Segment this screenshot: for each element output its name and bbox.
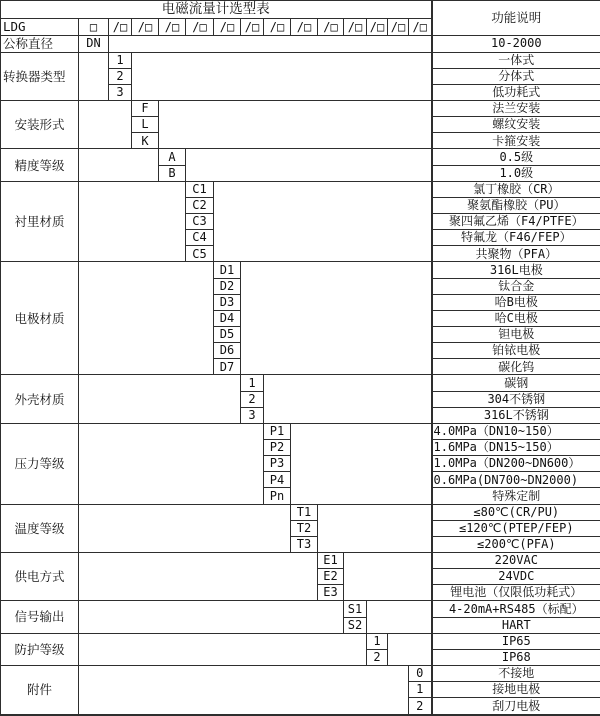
- code-cell: C2: [186, 197, 214, 213]
- function-cell: 304不锈钢: [432, 391, 600, 407]
- function-cell: 螺纹安装: [432, 117, 600, 133]
- code-cell: T3: [291, 536, 318, 552]
- function-cell: 聚氨酯橡胶（PU）: [432, 197, 600, 213]
- function-cell: 碳钢: [432, 375, 600, 391]
- function-cell: 4-20mA+RS485（标配）: [432, 601, 600, 617]
- spacer-cell: [214, 181, 432, 262]
- model-slot: /□: [318, 19, 344, 36]
- spacer-cell: [344, 552, 432, 600]
- category-label: 外壳材质: [1, 375, 79, 423]
- spacer-cell: [79, 101, 132, 149]
- function-cell: 分体式: [432, 68, 600, 84]
- function-cell: 特殊定制: [432, 488, 600, 504]
- function-cell: HART: [432, 617, 600, 633]
- code-cell: B: [159, 165, 186, 181]
- function-cell: 氯丁橡胶（CR）: [432, 181, 600, 197]
- function-cell: 1.0MPa（DN200~DN600）: [432, 456, 600, 472]
- code-cell: T1: [291, 504, 318, 520]
- code-cell: D2: [214, 278, 241, 294]
- code-cell: 0: [409, 665, 432, 681]
- code-cell: S1: [344, 601, 367, 617]
- model-slot: /□: [409, 19, 432, 36]
- code-cell: 1: [241, 375, 264, 391]
- code-cell: D1: [214, 262, 241, 278]
- code-cell: Pn: [264, 488, 291, 504]
- spacer-cell: [79, 504, 291, 552]
- code-cell: 1: [109, 52, 132, 68]
- code-cell: D6: [214, 343, 241, 359]
- category-label: 附件: [1, 665, 79, 715]
- model-slot: /□: [186, 19, 214, 36]
- page-title: 电磁流量计选型表: [1, 1, 432, 19]
- spacer-cell: [388, 633, 432, 665]
- function-cell: 法兰安装: [432, 101, 600, 117]
- function-cell: 4.0MPa（DN10~150）: [432, 423, 600, 439]
- code-cell: C3: [186, 213, 214, 229]
- function-column-header: 功能说明: [432, 1, 600, 36]
- model-slot: /□: [132, 19, 159, 36]
- model-prefix: LDG: [1, 19, 79, 36]
- code-cell: K: [132, 133, 159, 149]
- code-cell: P4: [264, 472, 291, 488]
- spacer-cell: [79, 149, 159, 181]
- function-cell: 220VAC: [432, 552, 600, 568]
- spacer-cell: [367, 601, 432, 633]
- function-cell: 刮刀电极: [432, 698, 600, 715]
- function-cell: 316L电极: [432, 262, 600, 278]
- code-cell: 2: [109, 68, 132, 84]
- spacer-cell: [79, 423, 264, 504]
- spacer-cell: [159, 101, 432, 149]
- function-cell: 哈C电极: [432, 310, 600, 326]
- code-cell: 2: [409, 698, 432, 715]
- spacer-cell: [186, 149, 432, 181]
- model-slot: /□: [214, 19, 241, 36]
- model-slot: /□: [109, 19, 132, 36]
- function-cell: 24VDC: [432, 569, 600, 585]
- category-label: 安装形式: [1, 101, 79, 149]
- category-label: 电极材质: [1, 262, 79, 375]
- code-cell: D7: [214, 359, 241, 375]
- spacer-cell: [79, 633, 367, 665]
- code-cell: 1: [367, 633, 388, 649]
- category-label: 防护等级: [1, 633, 79, 665]
- category-label: 公称直径: [1, 35, 79, 52]
- function-cell: 碳化钨: [432, 359, 600, 375]
- function-cell: 卡箍安装: [432, 133, 600, 149]
- code-cell: T2: [291, 520, 318, 536]
- category-label: 温度等级: [1, 504, 79, 552]
- model-slot: /□: [344, 19, 367, 36]
- code-cell: 2: [367, 649, 388, 665]
- model-slot: /□: [159, 19, 186, 36]
- function-cell: 0.6MPa(DN700~DN2000): [432, 472, 600, 488]
- function-cell: ≤120℃(PTEP/FEP): [432, 520, 600, 536]
- category-label: 压力等级: [1, 423, 79, 504]
- function-cell: 10-2000: [432, 35, 600, 52]
- spacer-cell: [291, 423, 432, 504]
- function-cell: 共聚物（PFA）: [432, 246, 600, 262]
- code-cell: S2: [344, 617, 367, 633]
- function-cell: IP68: [432, 649, 600, 665]
- function-cell: 哈B电极: [432, 294, 600, 310]
- category-label: 信号输出: [1, 601, 79, 633]
- function-cell: 钽电极: [432, 326, 600, 342]
- function-cell: 钛合金: [432, 278, 600, 294]
- spacer-cell: [109, 35, 432, 52]
- code-cell: DN: [79, 35, 109, 52]
- spacer-cell: [132, 52, 432, 100]
- code-cell: D5: [214, 326, 241, 342]
- model-slot: /□: [367, 19, 388, 36]
- code-cell: P1: [264, 423, 291, 439]
- function-cell: 低功耗式: [432, 84, 600, 100]
- code-cell: F: [132, 101, 159, 117]
- function-cell: 0.5级: [432, 149, 600, 165]
- code-cell: D4: [214, 310, 241, 326]
- spacer-cell: [241, 262, 432, 375]
- spacer-cell: [264, 375, 432, 423]
- function-cell: 铂铱电极: [432, 343, 600, 359]
- model-slot-first: □: [79, 19, 109, 36]
- code-cell: D3: [214, 294, 241, 310]
- code-cell: E2: [318, 569, 344, 585]
- function-cell: 一体式: [432, 52, 600, 68]
- function-cell: 聚四氟乙烯（F4/PTFE）: [432, 213, 600, 229]
- function-cell: 锂电池（仅限低功耗式）: [432, 585, 600, 601]
- function-cell: 316L不锈钢: [432, 407, 600, 423]
- spacer-cell: [79, 52, 109, 100]
- code-cell: C1: [186, 181, 214, 197]
- function-cell: IP65: [432, 633, 600, 649]
- model-slot: /□: [291, 19, 318, 36]
- code-cell: A: [159, 149, 186, 165]
- function-cell: ≤200℃(PFA): [432, 536, 600, 552]
- code-cell: 1: [409, 682, 432, 698]
- model-slot: /□: [264, 19, 291, 36]
- function-cell: 接地电极: [432, 682, 600, 698]
- category-label: 精度等级: [1, 149, 79, 181]
- category-label: 转换器类型: [1, 52, 79, 100]
- category-label: 衬里材质: [1, 181, 79, 262]
- function-cell: 特氟龙（F46/FEP）: [432, 230, 600, 246]
- function-cell: 1.6MPa（DN15~150）: [432, 439, 600, 455]
- model-slot: /□: [388, 19, 409, 36]
- spacer-cell: [79, 375, 241, 423]
- spacer-cell: [79, 262, 214, 375]
- code-cell: P2: [264, 439, 291, 455]
- category-label: 供电方式: [1, 552, 79, 600]
- code-cell: 3: [241, 407, 264, 423]
- code-cell: 2: [241, 391, 264, 407]
- code-cell: 3: [109, 84, 132, 100]
- code-cell: C5: [186, 246, 214, 262]
- code-cell: P3: [264, 456, 291, 472]
- function-cell: 不接地: [432, 665, 600, 681]
- spacer-cell: [79, 552, 318, 600]
- spacer-cell: [79, 181, 186, 262]
- model-slot: /□: [241, 19, 264, 36]
- code-cell: L: [132, 117, 159, 133]
- function-cell: 1.0级: [432, 165, 600, 181]
- code-cell: E3: [318, 585, 344, 601]
- spacer-cell: [79, 665, 409, 715]
- function-cell: ≤80℃(CR/PU): [432, 504, 600, 520]
- spacer-cell: [79, 601, 344, 633]
- code-cell: C4: [186, 230, 214, 246]
- spacer-cell: [318, 504, 432, 552]
- code-cell: E1: [318, 552, 344, 568]
